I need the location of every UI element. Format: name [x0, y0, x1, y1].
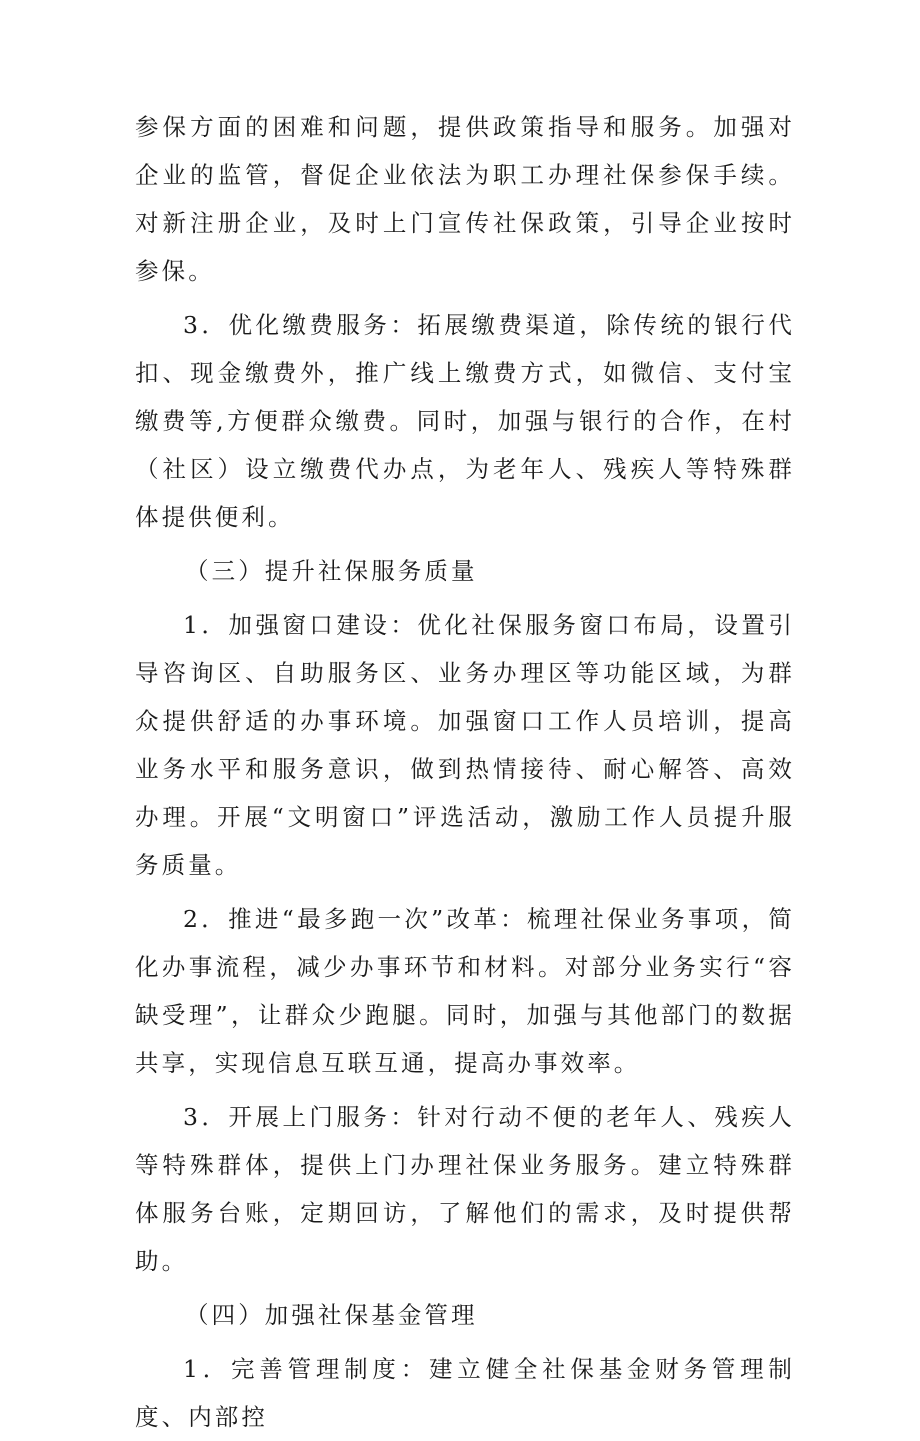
paragraph-door-service: 3．开展上门服务：针对行动不便的老年人、残疾人等特殊群体，提供上门办理社保业务服务。建立特殊群体服务台账，定期回访，了解他们的需求，及时提供帮助。 — [135, 1103, 795, 1275]
document-body — [135, 103, 795, 1441]
paragraph-management-system: 1．完善管理制度：建立健全社保基金财务管理制度、内部控 — [135, 1355, 795, 1431]
paragraph-payment-service: 3．优化缴费服务：拓展缴费渠道，除传统的银行代扣、现金缴费外，推广线上缴费方式，如微信、支付宝缴费等,方便群众缴费。同时，加强与银行的合作，在村（社区）设立缴费代办点，为老年人、残疾人等特殊群体提供便利。 — [135, 311, 795, 531]
paragraph-continued: 参保方面的困难和问题，提供政策指导和服务。加强对企业的监管，督促企业依法为职工办理社保参保手续。对新注册企业，及时上门宣传社保政策，引导企业按时参保。 — [135, 113, 795, 285]
section-heading-4: （四）加强社保基金管理 — [185, 1301, 478, 1329]
section-heading-3: （三）提升社保服务质量 — [185, 557, 478, 585]
paragraph-window-construction: 1．加强窗口建设：优化社保服务窗口布局，设置引导咨询区、自助服务区、业务办理区等功能区域，为群众提供舒适的办事环境。加强窗口工作人员培训，提高业务水平和服务意识，做到热情接待、耐心解答、高效办理。开展“文明窗口”评选活动，激励工作人员提升服务质量。 — [135, 611, 795, 879]
paragraph-one-visit-reform: 2．推进“最多跑一次”改革：梳理社保业务事项，简化办事流程，减少办事环节和材料。对部分业务实行“容缺受理”，让群众少跑腿。同时，加强与其他部门的数据共享，实现信息互联互通，提高办事效率。 — [135, 905, 795, 1077]
